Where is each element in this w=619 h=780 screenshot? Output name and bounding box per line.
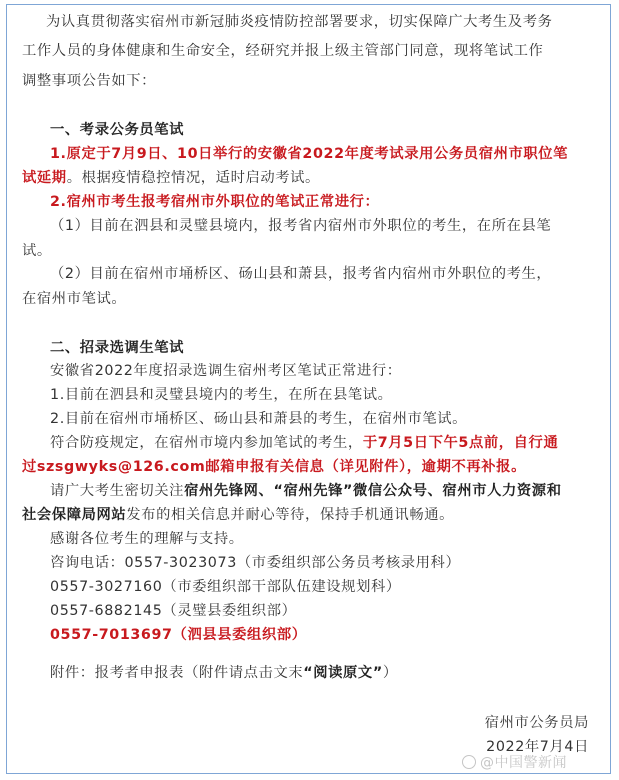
s2-email-line: 过szsgwyks@126.com邮箱申报有关信息（详见附件），逾期不再补报。	[22, 459, 526, 475]
s2-intro: 安徽省2022年度招录选调生宿州考区笔试正常进行：	[50, 363, 402, 379]
s1-item3-line2: 试。	[22, 243, 52, 259]
s2-report-red: 于7月5日下午5点前，自行通	[362, 435, 559, 451]
s2-notice-line1	[50, 481, 562, 501]
s1-item1-line1: 1.原定于7月9日、10日举行的安徽省2022年度考试录用公务员宿州市职位笔	[50, 146, 569, 162]
signature-org: 宿州市公务员局	[484, 715, 589, 731]
s2-notice-bold-2: 社会保障局网站	[22, 507, 127, 523]
s2-item1: 1.目前在泗县和灵璧县境内的考生，在所在县笔试。	[50, 387, 393, 403]
s1-item4-line1: （2）目前在宿州市埇桥区、砀山县和萧县，报考省内宿州市外职位的考生，	[50, 266, 552, 282]
s1-item4-line2: 在宿州市笔试。	[22, 291, 127, 307]
s1-item2: 2.宿州市考生报考宿州市外职位的笔试正常进行：	[50, 194, 380, 210]
s2-item2: 2.目前在宿州市埇桥区、砀山县和萧县的考生，在宿州市笔试。	[50, 411, 468, 427]
section-2-heading: 二、招录选调生笔试	[50, 340, 185, 356]
s2-notice-normal: 请广大考生密切关注	[50, 483, 185, 499]
s1-item1-red: 试延期	[22, 170, 67, 186]
attachment-text: 附件：报考者申报表（附件请点击文末	[50, 665, 304, 681]
contact-phone-3: 0557-6882145（灵璧县委组织部）	[50, 603, 297, 619]
s1-item3-line1: （1）目前在泗县和灵璧县境内，报考省内宿州市外职位的考生，在所在县笔	[50, 218, 552, 234]
intro-line-1: 为认真贯彻落实宿州市新冠肺炎疫情防控部署要求，切实保障广大考生及考务	[46, 14, 553, 30]
s2-report-normal: 符合防疫规定，在宿州市境内参加笔试的考生，	[50, 435, 363, 451]
read-original-link[interactable]: “阅读原文”	[303, 665, 383, 681]
s2-notice-line2	[22, 505, 454, 525]
intro-line-2: 工作人员的身体健康和生命安全，经研究并报上级主管部门同意，现将笔试工作	[22, 43, 544, 59]
watermark-text: @中国警新闻	[480, 755, 567, 771]
s2-notice-normal-2: 发布的相关信息并耐心等待，保持手机通讯畅通。	[126, 507, 455, 523]
watermark	[462, 754, 567, 772]
attachment-line	[50, 663, 398, 683]
contact-phone-2: 0557-3027160（市委组织部干部队伍建设规划科）	[50, 579, 401, 595]
weibo-icon	[462, 755, 476, 769]
s2-thanks: 感谢各位考生的理解与支持。	[50, 531, 244, 547]
section-1-heading: 一、考录公务员笔试	[50, 122, 185, 138]
contact-phone-1: 咨询电话：0557-3023073（市委组织部公务员考核录用科）	[50, 555, 461, 571]
attachment-close: ）	[382, 665, 398, 681]
signature-date: 2022年7月4日	[486, 739, 589, 755]
intro-line-3: 调整事项公告如下：	[22, 73, 157, 89]
s1-item1-line2	[22, 168, 320, 188]
s2-notice-bold: 宿州先锋网、“宿州先锋”微信公众号、宿州市人力资源和	[184, 483, 562, 499]
s1-item1-normal: 。根据疫情稳控情况，适时启动考试。	[66, 170, 320, 186]
contact-phone-4: 0557-7013697（泗县县委组织部）	[50, 627, 307, 643]
s2-report-line1	[50, 433, 558, 453]
